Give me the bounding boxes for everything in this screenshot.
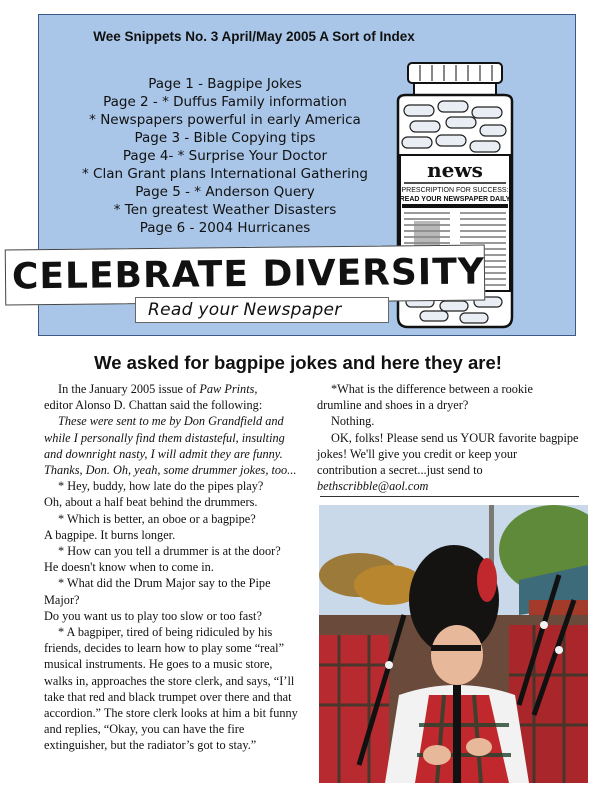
index-line: * Newspapers powerful in early America	[89, 112, 361, 128]
bottle-sub2: READ YOUR NEWSPAPER DAILY	[399, 196, 511, 203]
read-newspaper-text: Read your Newspaper	[148, 300, 342, 320]
joke-question: *What is the difference between a rookie drumline and shoes in a dryer?	[317, 382, 533, 413]
index-line: Page 2 - * Duffus Family information	[103, 94, 347, 110]
intro-paragraph	[44, 381, 298, 397]
intro-paragraph-2: editor Alonso D. Chattan said the following:	[44, 398, 263, 413]
left-column	[44, 381, 298, 754]
index-line: Page 3 - Bible Copying tips	[134, 130, 316, 146]
index-line: Page 4- * Surprise Your Doctor	[122, 148, 328, 164]
celebrate-diversity-text: CELEBRATE DIVERSITY	[11, 251, 486, 298]
joke-answer: A bagpipe. It burns longer.	[44, 527, 176, 542]
index-line: * Ten greatest Weather Disasters	[113, 202, 337, 218]
joke-question: * Hey, buddy, how late do the pipes play?	[58, 479, 264, 494]
paw-prints-title: Paw Prints,	[199, 382, 258, 396]
intro-text: In the January 2005 issue of	[58, 382, 200, 396]
right-column	[317, 381, 579, 494]
index-box	[11, 14, 576, 336]
joke-story: * A bagpiper, tired of being ridiculed by his friends, decides to learn how to play some “real” musical instruments. He goes to a music store, walks in, approaches the store clerk, and says, “I’ll take that red and black trumpet over there and that accordion.” The store clerk looks at him a bit funny and replies, “Okay, you can have the fire extinguisher, but the radiator’s got to stay.”	[44, 625, 298, 753]
bottle-sub1: PRESCRIPTION FOR SUCCESS:	[401, 187, 509, 194]
index-line: * Clan Grant plans International Gathering	[81, 166, 368, 182]
divider	[320, 496, 579, 497]
joke-answer: Oh, about a half beat behind the drummers.	[44, 495, 258, 510]
bottle-label-text: news	[427, 158, 483, 182]
index-list	[39, 75, 411, 237]
joke-question: * Which is better, an oboe or a bagpipe?	[58, 511, 256, 526]
index-line: Page 5 - * Anderson Query	[135, 184, 315, 200]
joke-answer: He doesn't know when to come in.	[44, 560, 214, 575]
joke-question: * What did the Drum Major say to the Pipe Major?	[44, 576, 271, 607]
index-line: Page 6 - 2004 Hurricanes	[139, 220, 311, 236]
quote-paragraph: These were sent to me by Don Grandfield and while I personally find them distasteful, insulting and downright nasty, I will admit they are funny. Thanks, Don. Oh, yeah, some drummer jokes, too...	[44, 414, 297, 478]
joke-question: * How can you tell a drummer is at the door?	[58, 544, 281, 559]
joke-answer: Do you want us to play too slow or too fast?	[44, 608, 262, 623]
bagpiper-photo	[319, 505, 588, 783]
index-line: Page 1 - Bagpipe Jokes	[148, 76, 302, 92]
email-address: bethscribble@aol.com	[317, 479, 429, 494]
read-newspaper-strip	[135, 297, 389, 323]
joke-answer: Nothing.	[331, 414, 375, 429]
index-title: Wee Snippets No. 3 April/May 2005 A Sort of Index	[93, 29, 415, 44]
article-headline: We asked for bagpipe jokes and here they are!	[94, 352, 502, 373]
call-for-jokes: OK, folks! Please send us YOUR favorite bagpipe jokes! We'll give you credit or keep your contribution a secret...just send to	[317, 430, 579, 478]
